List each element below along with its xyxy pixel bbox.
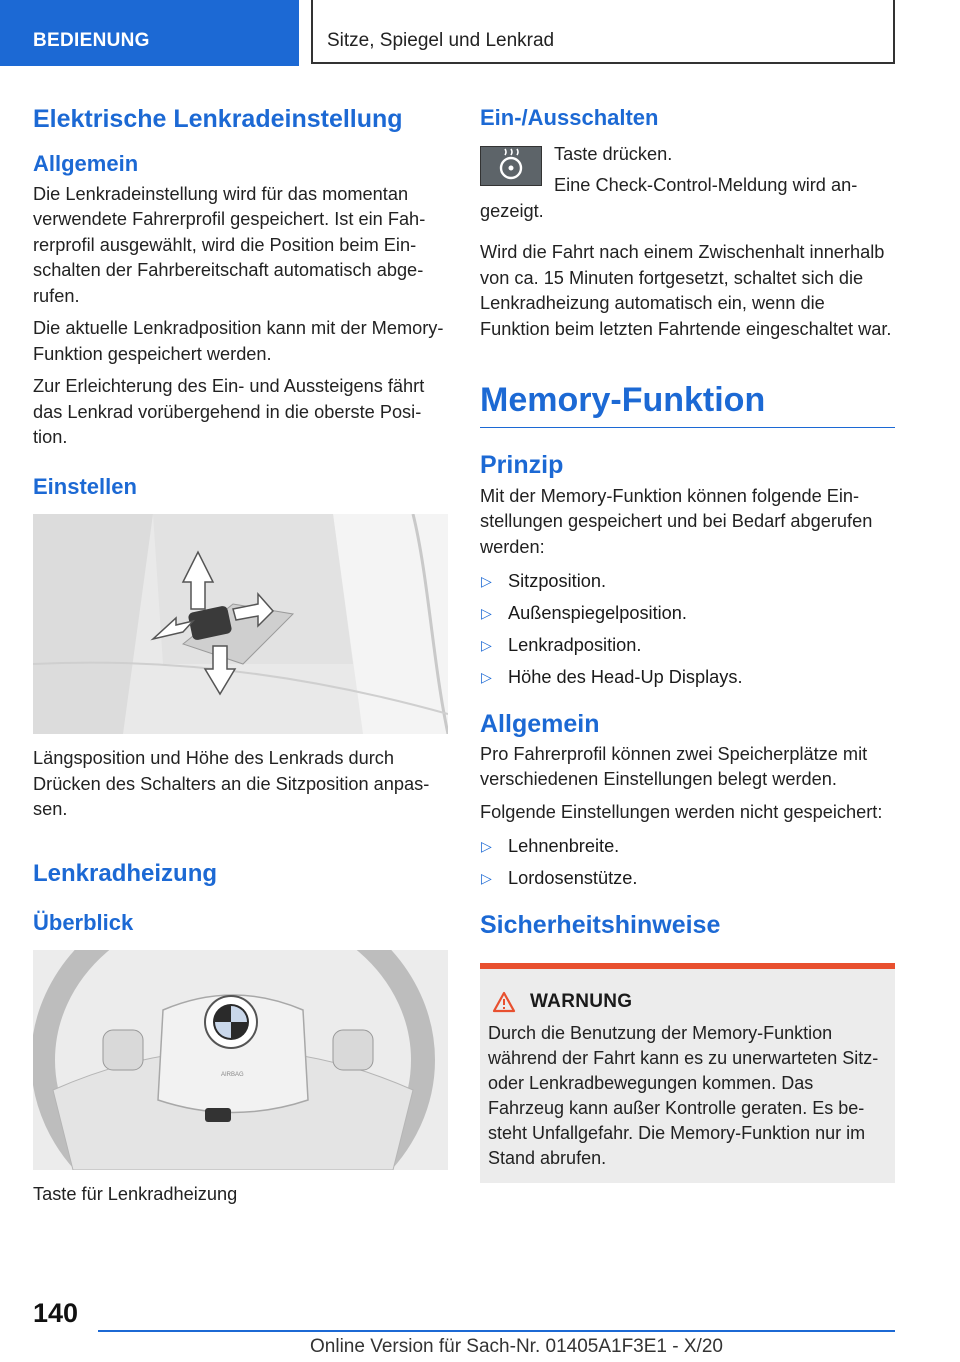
steering-heat-button-icon (480, 146, 542, 186)
heading-lenkradheizung: Lenkradheizung (33, 859, 218, 887)
list-item-text: Höhe des Head-Up Displays. (508, 667, 743, 688)
caption-einstellen: Längsposition und Höhe des Lenkrads durch Drücken des Schalters an die Sitzposition anpassen. (33, 748, 430, 819)
caption-heizung: Taste für Lenkradheizung (33, 1184, 238, 1204)
list-item-text: Außenspiegelposition. (508, 603, 687, 624)
paragraph-lenkradeinstellung: Die Lenkradeinstellung wird für das momentan verwendete Fahrerprofil gespeichert. Ist ein Fahrerprofil ausgewählt, wird die Position beim Einschalten der Fahrbereitschaft automatisch abgerufen. (33, 183, 426, 306)
text-check-control (480, 173, 895, 224)
list-prinzip (480, 569, 895, 691)
heading-sicherheitshinweise: Sicherheitshinweise (480, 910, 721, 939)
steering-adjust-illustration (33, 514, 448, 734)
text-taste-druecken: Taste drücken. (554, 143, 673, 164)
warning-text: Durch die Benutzung der Memory-Funktion während der Fahrt kann es zu unerwarteten Sitz- oder Lenkradbewegungen kommen. Das Fahrzeug kann außer Kontrolle geraten. Es besteht Unfallgefahr. Die Memory-Funktion nur im Stand abrufen. (488, 1023, 879, 1169)
bullet-triangle-icon: ▷ (481, 637, 492, 654)
text-prinzip: Mit der Memory-Funktion können folgende Einstellungen gespeichert und bei Bedarf abgerufen werden: (480, 485, 873, 557)
text-zwischenhalt: Wird die Fahrt nach einem Zwischenhalt innerhalb von ca. 15 Minuten fortgesetzt, schaltet sich die Lenkradheizung automatisch ein, wenn die Funktion beim letzten Fahrtende eingeschaltet war. (480, 242, 892, 339)
paragraph-memory-position: Die aktuelle Lenkradposition kann mit der Memory-Funktion gespeichert werden. (33, 318, 444, 364)
list-item (480, 633, 895, 659)
heading-ueberblick: Überblick (33, 909, 134, 935)
list-item (480, 866, 895, 892)
heading-allgemein-left: Allgemein (33, 151, 139, 176)
heading-allgemein-right: Allgemein (480, 709, 600, 738)
list-item-text: Sitzposition. (508, 571, 607, 592)
list-item (480, 569, 895, 595)
steering-column-switch-figure (33, 514, 448, 734)
chapter-tab: BEDIENUNG (0, 0, 299, 66)
list-item-text: Lenkradposition. (508, 635, 642, 656)
section-title: Sitze, Spiegel und Lenkrad (311, 0, 895, 64)
list-item (480, 665, 895, 691)
bullet-triangle-icon: ▷ (481, 605, 492, 622)
left-column (33, 100, 448, 1208)
list-item-text: Lehnenbreite. (508, 836, 620, 857)
memory-heading-rule (480, 427, 895, 429)
steering-wheel-illustration (33, 950, 448, 1170)
footer-rule (98, 1330, 895, 1332)
list-item (480, 834, 895, 860)
heading-ein-ausschalten: Ein-/Ausschalten (480, 105, 659, 130)
list-item (480, 601, 895, 627)
list-item-text: Lordosenstütze. (508, 868, 638, 889)
bullet-triangle-icon: ▷ (481, 669, 492, 686)
warning-box (480, 963, 895, 1183)
airbag-label: AIRBAG (221, 1072, 244, 1078)
heading-einstellen: Einstellen (33, 473, 137, 499)
steering-wheel-figure (33, 950, 448, 1170)
warning-title (488, 991, 887, 1013)
page-number: 140 (33, 1298, 79, 1328)
bullet-triangle-icon: ▷ (481, 870, 492, 887)
heading-prinzip: Prinzip (480, 451, 564, 480)
title-lenkradeinstellung: Elektrische Lenkradeinstellung (33, 105, 403, 133)
bullet-triangle-icon: ▷ (481, 838, 492, 855)
bullet-triangle-icon: ▷ (481, 573, 492, 590)
text-allgemein-2: Folgende Einstellungen werden nicht gespeichert: (480, 801, 883, 822)
check-control-text: Eine Check-Control-Meldung wird angezeigt. (480, 175, 858, 221)
footer-text: Online Version für Sach-Nr. 01405A1F3E1 - X/20 (310, 1336, 723, 1357)
list-allgemein (480, 834, 895, 892)
heading-memory-funktion: Memory-Funktion (480, 381, 766, 419)
warning-triangle-icon (492, 991, 516, 1013)
text-allgemein-1: Pro Fahrerprofil können zwei Speicherplätze mit verschiedenen Einstellungen belegt werden. (480, 743, 868, 790)
right-column (480, 100, 895, 1183)
paragraph-ein-aussteigen: Zur Erleichterung des Ein- und Aussteigens fährt das Lenkrad vorübergehend in die oberste Position. (33, 376, 425, 447)
warning-title-text: WARNUNG (530, 991, 633, 1013)
